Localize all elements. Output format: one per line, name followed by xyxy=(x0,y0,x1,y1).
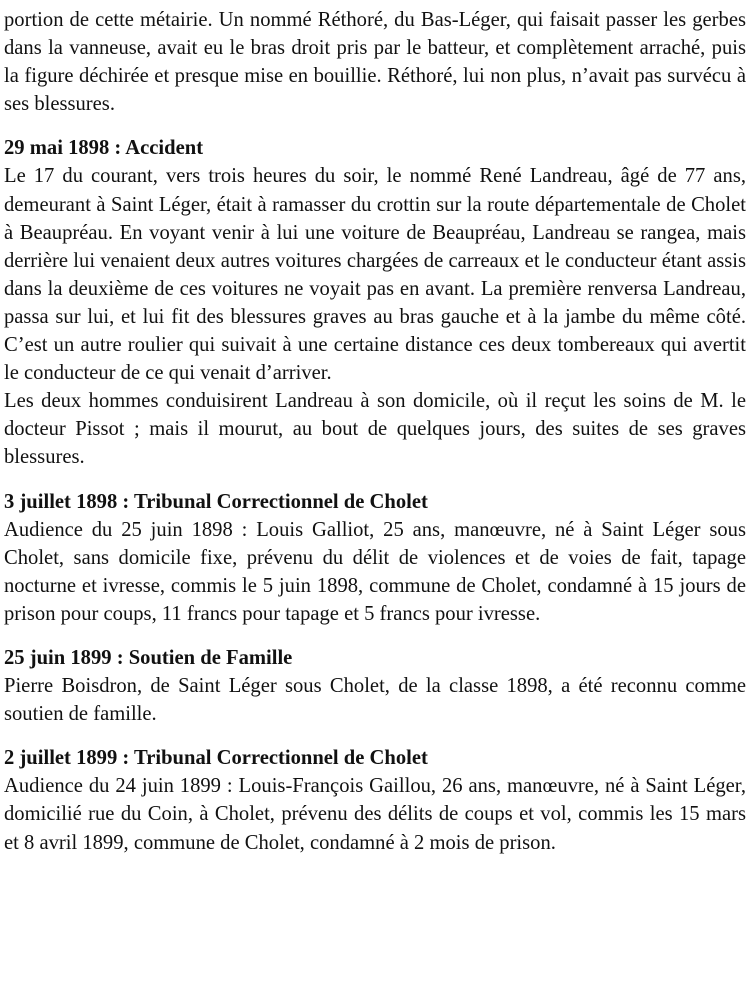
intro-section xyxy=(4,6,746,118)
section-heading: 25 juin 1899 : Soutien de Famille xyxy=(4,646,293,669)
section-paragraph: Pierre Boisdron, de Saint Léger sous Cholet, de la classe 1898, a été reconnu comme soutien de famille. xyxy=(4,675,746,726)
section-paragraph: Audience du 24 juin 1899 : Louis-François Gaillou, 26 ans, manœuvre, né à Saint Léger, domicilié rue du Coin, à Cholet, prévenu des délits de coups et vol, commis les 15 mars et 8 avril 1899, commune de Cholet, condamné à 2 mois de prison. xyxy=(4,775,746,854)
section-heading: 2 juillet 1899 : Tribunal Correctionnel de Cholet xyxy=(4,747,428,770)
section-paragraph: Les deux hommes conduisirent Landreau à son domicile, où il reçut les soins de M. le docteur Pissot ; mais il mourut, au bout de quelques jours, des suites de ses graves blessures. xyxy=(4,390,746,469)
section-heading: 29 mai 1898 : Accident xyxy=(4,137,204,160)
section-tribunal-1898 xyxy=(4,488,746,628)
section-paragraph: Le 17 du courant, vers trois heures du soir, le nommé René Landreau, âgé de 77 ans, demeurant à Saint Léger, était à ramasser du crottin sur la route départementale de Cholet à Beaupréau. En voyant venir à lui une voiture de Beaupréau, Landreau se rangea, mais derrière lui venaient deux autres voitures chargées de carreaux et le conducteur étant assis dans la deuxième de ces voitures ne voyait pas en avant. La première renversa Landreau, passa sur lui, et lui fit des blessures graves au bras gauche et à la jambe du même côté. C’est un autre roulier qui suivait à une certaine distance ces deux tombereaux qui avertit le conducteur de ce qui venait d’arriver. xyxy=(4,165,746,385)
section-soutien-famille xyxy=(4,644,746,728)
section-paragraph: Audience du 25 juin 1898 : Louis Galliot, 25 ans, manœuvre, né à Saint Léger sous Cholet, sans domicile fixe, prévenu du délit de violences et de voies de fait, tapage nocturne et ivresse, commis le 5 juin 1898, commune de Cholet, condamné à 15 jours de prison pour coups, 11 francs pour tapage et 5 francs pour ivresse. xyxy=(4,518,746,625)
intro-paragraph: portion de cette métairie. Un nommé Réthoré, du Bas-Léger, qui faisait passer les gerbes dans la vanneuse, avait eu le bras droit pris par le batteur, et complètement arraché, puis la figure déchirée et presque mise en bouillie. Réthoré, lui non plus, n’avait pas survécu à ses blessures. xyxy=(4,9,746,116)
section-tribunal-1899 xyxy=(4,744,746,856)
section-heading: 3 juillet 1898 : Tribunal Correctionnel de Cholet xyxy=(4,490,428,513)
section-accident xyxy=(4,134,746,471)
